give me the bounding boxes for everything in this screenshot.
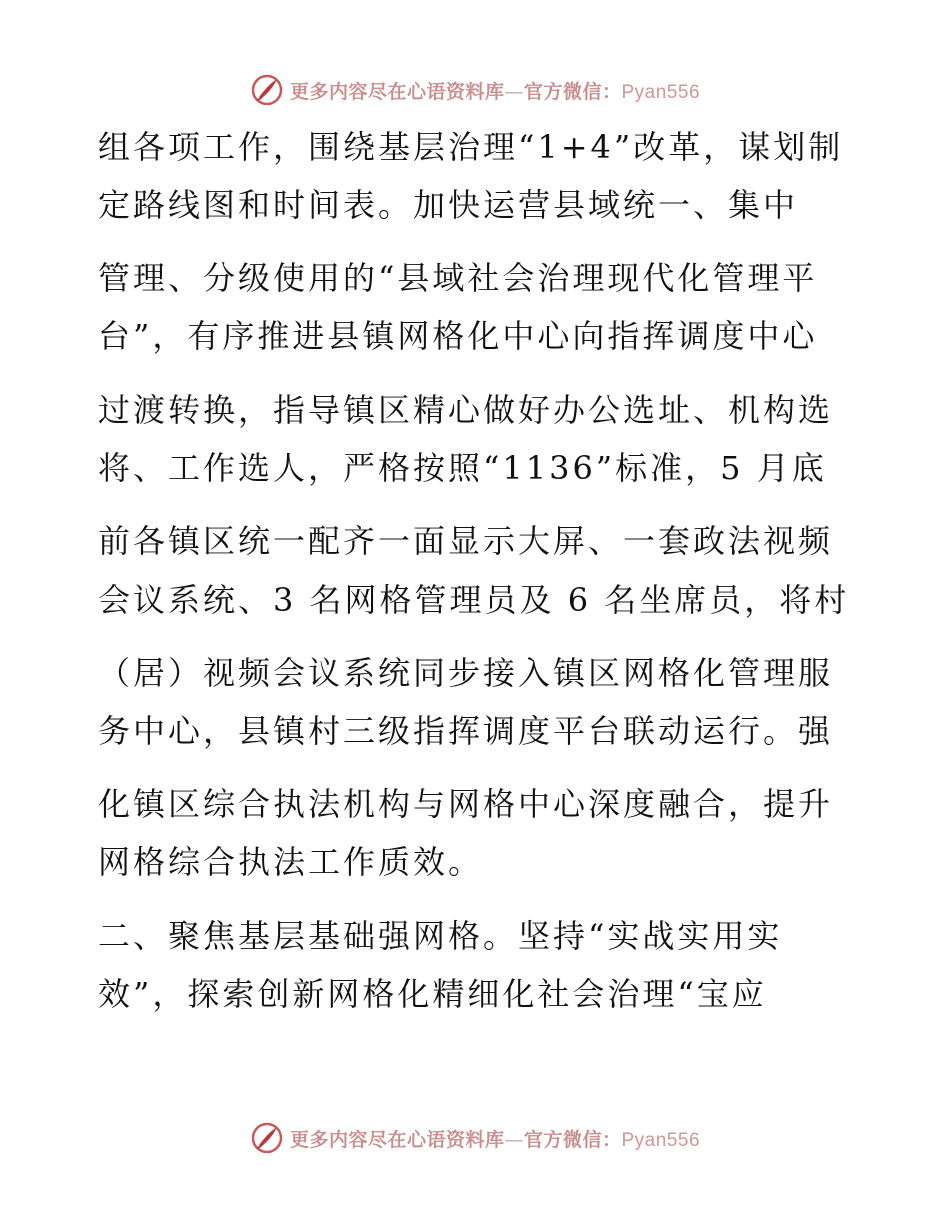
body-line: 网格综合执法工作质效。 (98, 843, 484, 881)
body-line: 前各镇区统一配齐一面显示大屏、一套政法视频 (98, 522, 834, 560)
watermark-brand: 更多内容尽在心语资料库 (289, 1128, 505, 1151)
body-line: 定路线图和时间表。加快运营县域统一、集中 (98, 186, 799, 224)
body-line: 台”，有序推进县镇网格化中心向指挥调度中心 (98, 317, 818, 355)
body-line: 管理、分级使用的“县域社会治理现代化管理平 (98, 259, 818, 297)
watermark-separator: — (504, 80, 524, 103)
body-line: 效”，探索创新网格化精细化社会治理“宝应 (98, 975, 767, 1013)
body-line: 务中心，县镇村三级指挥调度平台联动运行。强 (98, 712, 834, 750)
body-line: 化镇区综合执法机构与网格中心深度融合，提升 (98, 785, 834, 823)
body-line: 会议系统、3 名网格管理员及 6 名坐席员，将村 (98, 581, 850, 619)
quill-logo-icon (250, 73, 284, 107)
watermark-separator: — (504, 1128, 524, 1151)
watermark-brand: 更多内容尽在心语资料库 (289, 80, 505, 103)
watermark-id: Pyan556 (621, 81, 701, 103)
body-line: 组各项工作，围绕基层治理“1+4”改革，谋划制 (98, 128, 844, 166)
body-line: 过渡转换，指导镇区精心做好办公选址、机构选 (98, 391, 834, 429)
body-line: 二、聚焦基层基础强网格。坚持“实战实用实 (98, 917, 783, 955)
watermark-footer (0, 1118, 950, 1158)
quill-logo-icon (250, 1121, 284, 1155)
watermark-label: 官方微信： (523, 80, 622, 103)
watermark-header (0, 70, 950, 110)
watermark-id: Pyan556 (621, 1129, 701, 1151)
watermark-label: 官方微信： (523, 1128, 622, 1151)
body-line: 将、工作选人，严格按照“1136”标准，5 月底 (98, 449, 827, 487)
body-line: （居）视频会议系统同步接入镇区网格化管理服 (98, 654, 834, 692)
